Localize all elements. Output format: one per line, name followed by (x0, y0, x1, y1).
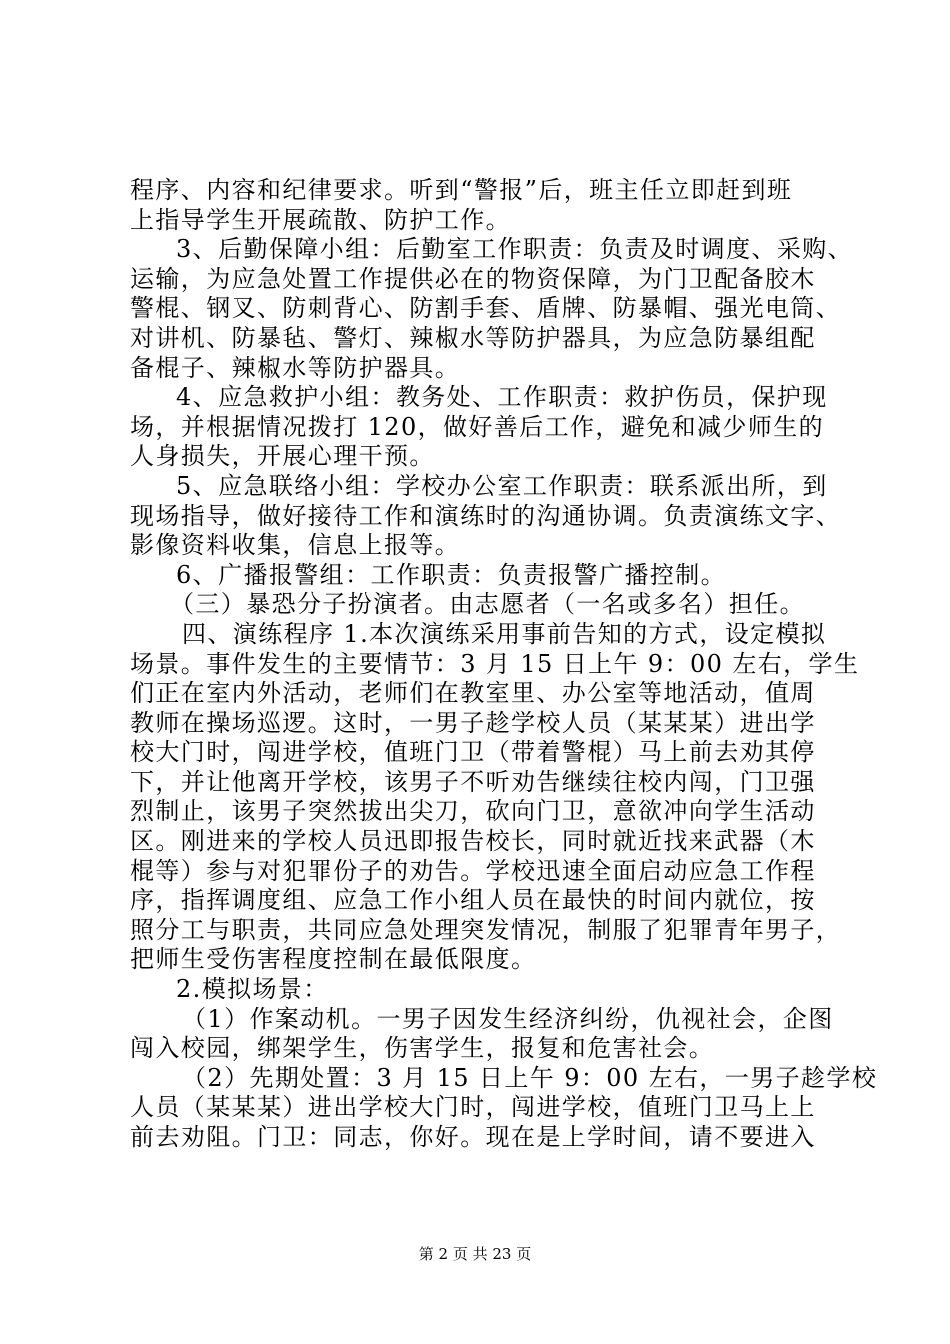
text-line: 3、后勤保障小组：后勤室工作职责：负责及时调度、采购、 (176, 235, 854, 264)
text-line: 烈制止，该男子突然拔出尖刀，砍向门卫，意欲冲向学生活动 (130, 797, 816, 826)
text-line: 棍等）参与对犯罪份子的劝告。学校迅速全面启动应急工作程 (130, 856, 816, 885)
text-line: 5、应急联络小组：学校办公室工作职责：联系派出所，到 (176, 471, 828, 500)
text-line: 4、应急救护小组：教务处、工作职责：救护伤员，保护现 (176, 383, 828, 412)
text-line: （2）先期处置：3 月 15 日上午 9：00 左右，一男子趁学校 (182, 1063, 878, 1092)
text-line: 照分工与职责，共同应急处理突发情况，制服了犯罪青年男子， (130, 915, 842, 944)
text-line: 区。刚进来的学校人员迅即报告校长，同时就近找来武器（木 (130, 827, 816, 856)
text-line: 影像资料收集，信息上报等。 (130, 531, 461, 560)
text-line: 前去劝阻。门卫：同志，你好。现在是上学时间，请不要进入 (130, 1123, 816, 1151)
text-line: 6、广播报警组：工作职责：负责报警广播控制。 (176, 560, 727, 589)
text-line: 运输，为应急处置工作提供必在的物资保障，为门卫配备胶木 (130, 264, 816, 293)
text-line: 场景。事件发生的主要情节：3 月 15 日上午 9：00 左右，学生 (130, 649, 860, 678)
text-line: 校大门时，闯进学校，值班门卫（带着警棍）马上前去劝其停 (130, 738, 816, 767)
text-line: 场，并根据情况拨打 120，做好善后工作，避免和减少师生的 (130, 412, 825, 441)
page-footer: 第 2 页 共 23 页 (418, 1245, 532, 1263)
text-line: 警棍、钢叉、防刺背心、防割手套、盾牌、防暴帽、强光电筒、 (130, 294, 842, 323)
text-line: （1）作案动机。一男子因发生经济纠纷，仇视社会，企图 (182, 1004, 834, 1033)
text-line: 2.模拟场景： (176, 975, 329, 1004)
text-line: 们正在室内外活动，老师们在教室里、办公室等地活动，值周 (130, 679, 816, 708)
text-line: 现场指导，做好接待工作和演练时的沟通协调。负责演练文字、 (130, 501, 842, 530)
text-line: 程序、内容和纪律要求。听到“警报”后，班主任立即赶到班 (130, 176, 793, 204)
text-line: 备棍子、辣椒水等防护器具。 (130, 353, 461, 382)
text-line: 闯入校园，绑架学生，伤害学生，报复和危害社会。 (130, 1034, 715, 1063)
text-line: 对讲机、防暴毡、警灯、辣椒水等防护器具，为应急防暴组配 (130, 323, 816, 352)
text-line: 教师在操场巡逻。这时，一男子趁学校人员（某某某）进出学 (130, 708, 816, 737)
text-line: 下，并让他离开学校，该男子不听劝告继续往校内闯，门卫强 (130, 767, 816, 796)
document-body (130, 176, 878, 1153)
text-line: 四、演练程序 1.本次演练采用事前告知的方式，设定模拟 (182, 619, 827, 648)
text-line: 上指导学生开展疏散、防护工作。 (130, 205, 511, 234)
text-line: 序，指挥调度组、应急工作小组人员在最快的时间内就位，按 (130, 886, 816, 915)
text-line: 人员（某某某）进出学校大门时，闯进学校，值班门卫马上上 (130, 1093, 816, 1122)
text-line: （三）暴恐分子扮演者。由志愿者（一名或多名）担任。 (170, 590, 805, 619)
text-line: 把师生受伤害程度控制在最低限度。 (130, 945, 537, 974)
text-line: 人身损失，开展心理干预。 (130, 442, 435, 471)
